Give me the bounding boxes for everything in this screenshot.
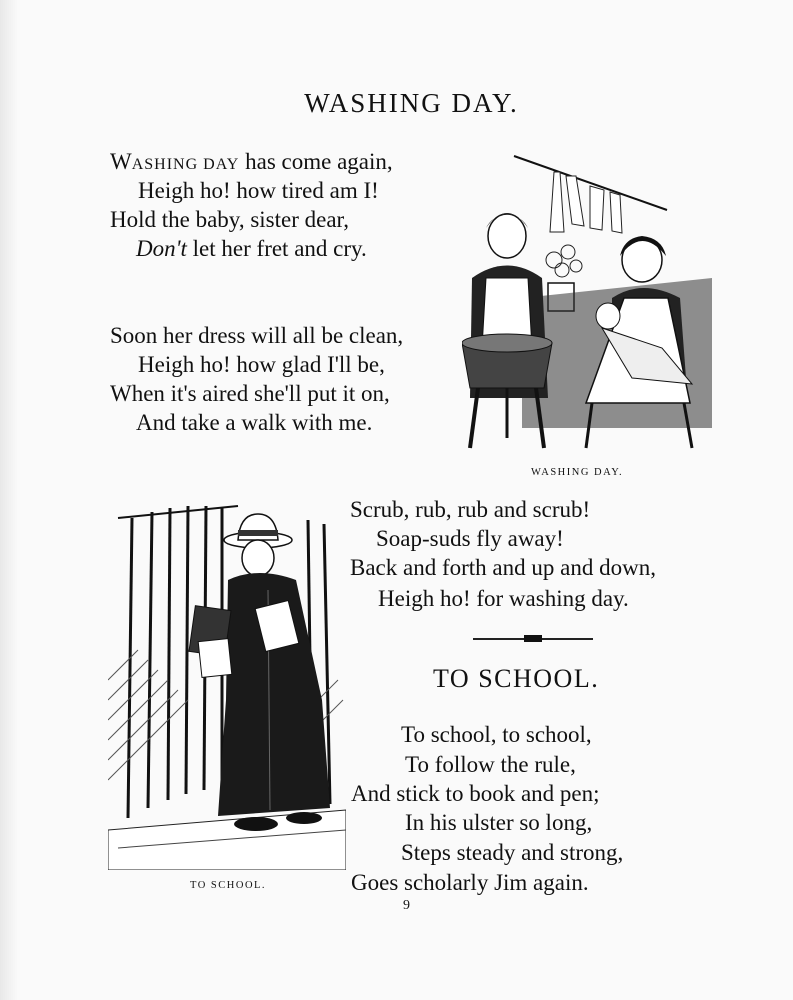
- poem-title-to-school: TO SCHOOL.: [433, 664, 600, 693]
- stanza-2-line-4: And take a walk with me.: [136, 410, 373, 435]
- stanza-1-line-1: [110, 150, 393, 173]
- stanza-3-line-4: Heigh ho! for washing day.: [378, 586, 629, 611]
- stanza-2-line-2: Heigh ho! how glad I'll be,: [138, 352, 385, 377]
- to-school-illustration: [108, 500, 346, 870]
- poem-title-washing-day: WASHING DAY.: [304, 88, 519, 118]
- stanza-3-line-3: Back and forth and up and down,: [350, 555, 656, 580]
- line-text: let her fret and cry.: [186, 236, 367, 261]
- small-caps-text: ASHING DAY: [131, 156, 240, 173]
- poem-2-line-2: To follow the rule,: [405, 752, 576, 777]
- line-text: has come again,: [239, 149, 393, 174]
- poem-2-line-6: Goes scholarly Jim again.: [351, 870, 589, 895]
- divider-ornament-icon: [524, 635, 542, 642]
- drop-letter: W: [110, 149, 132, 174]
- poem-2-line-1: To school, to school,: [401, 722, 592, 747]
- page-number: 9: [403, 898, 410, 913]
- caption-to-school: TO SCHOOL.: [190, 880, 267, 891]
- stanza-2-line-1: Soon her dress will all be clean,: [110, 323, 404, 348]
- stanza-3-line-2: Soap-suds fly away!: [376, 526, 564, 551]
- stanza-1-line-3: Hold the baby, sister dear,: [110, 207, 350, 232]
- poem-2-line-4: In his ulster so long,: [405, 810, 593, 835]
- italic-word: Don't: [136, 236, 187, 261]
- stanza-1-line-4: [136, 237, 367, 260]
- page-binding-shadow: [0, 0, 18, 1000]
- washing-day-illustration: [462, 148, 717, 453]
- stanza-2-line-3: When it's aired she'll put it on,: [110, 381, 390, 406]
- stanza-3-line-1: Scrub, rub, rub and scrub!: [350, 497, 591, 522]
- poem-2-line-3: And stick to book and pen;: [351, 781, 600, 806]
- stanza-1-line-2: Heigh ho! how tired am I!: [138, 178, 379, 203]
- caption-washing-day: WASHING DAY.: [531, 467, 624, 478]
- poem-2-line-5: Steps steady and strong,: [401, 840, 624, 865]
